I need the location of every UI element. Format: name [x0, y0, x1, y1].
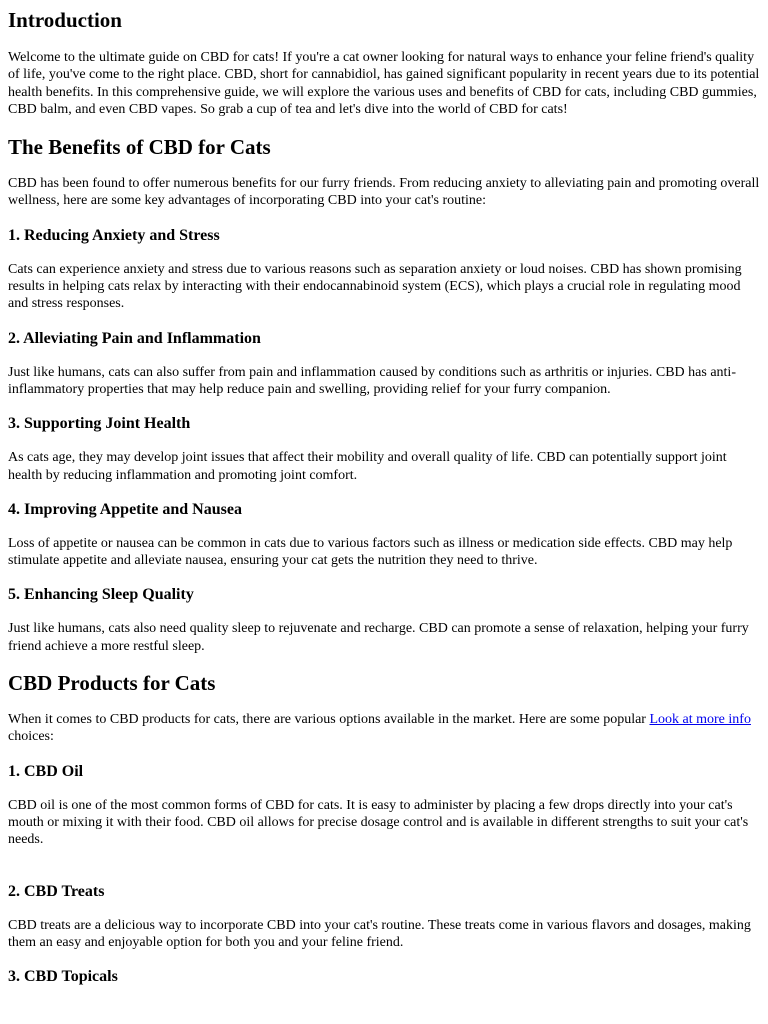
benefit-2-title: 2. Alleviating Pain and Inflammation	[8, 329, 261, 347]
benefit-2-text: Just like humans, cats can also suffer from pain and inflammation caused by conditions such as arthritis or injuries. CBD has anti-inflammatory properties that may help reduce pain and swelling, providing relief for your furry companion.	[8, 364, 736, 397]
benefit-3-text: As cats age, they may develop joint issues that affect their mobility and overall quality of life. CBD can potentially support joint health by reducing inflammation and promoting joint comfort.	[8, 450, 727, 483]
benefit-3-title: 3. Supporting Joint Health	[8, 415, 191, 433]
benefit-5-title: 5. Enhancing Sleep Quality	[8, 586, 194, 604]
products-heading: CBD Products for Cats	[8, 671, 216, 696]
product-topicals-title: 3. CBD Topicals	[8, 968, 118, 986]
product-oil-title: 1. CBD Oil	[8, 762, 84, 780]
products-paragraph	[8, 711, 761, 746]
benefits-paragraph: CBD has been found to offer numerous benefits for our furry friends. From reducing anxiety to alleviating pain and promoting overall wellness, here are some key advantages of incorporating CBD into your cat's routine:	[8, 176, 760, 209]
benefits-heading: The Benefits of CBD for Cats	[8, 135, 271, 160]
products-paragraph-start: When it comes to CBD products for cats, there are various options available in the market. Here are some popular	[8, 712, 650, 728]
products-paragraph-end: choices:	[8, 729, 54, 745]
benefit-4-title: 4. Improving Appetite and Nausea	[8, 500, 242, 518]
benefit-5-text: Just like humans, cats also need quality sleep to rejuvenate and recharge. CBD can promote a sense of relaxation, helping your furry friend achieve a more restful sleep.	[8, 621, 749, 654]
product-oil-text: CBD oil is one of the most common forms of CBD for cats. It is easy to administer by placing a few drops directly into your cat's mouth or mixing it with their food. CBD oil allows for precise dosage control and is available in different strengths to suit your cat's needs.	[8, 797, 749, 848]
benefit-4-text: Loss of appetite or nausea can be common in cats due to various factors such as illness or medication side effects. CBD may help stimulate appetite and alleviate nausea, ensuring your cat gets the nutrition they need to thrive.	[8, 535, 733, 569]
benefit-1-text: Cats can experience anxiety and stress due to various reasons such as separation anxiety or loud noises. CBD has shown promising results in helping cats relax by interacting with their endocannabinoid system (ECS), which plays a crucial role in regulating mood and stress responses.	[8, 261, 742, 312]
product-treats-text: CBD treats are a delicious way to incorporate CBD into your cat's routine. These treats come in various flavors and dosages, making them an easy and enjoyable option for both you and your feline friend.	[8, 917, 751, 950]
intro-heading: Introduction	[8, 8, 122, 32]
intro-paragraph: Welcome to the ultimate guide on CBD for cats! If you're a cat owner looking for natural ways to enhance your feline friend's quality of life, you've come to the right place. CBD, short for cannabidiol, has gained significant popularity in recent years due to its potential health benefits. In this comprehensive guide, we will explore the various uses and benefits of CBD for cats, including CBD gummies, CBD balm, and even CBD vapes. So grab a cup of tea and let's dive into the world of CBD for cats!	[8, 50, 760, 117]
benefit-1-title: 1. Reducing Anxiety and Stress	[8, 226, 220, 244]
look-at-more-info-link[interactable]: Look at more info	[649, 712, 751, 728]
product-treats-title: 2. CBD Treats	[8, 882, 105, 900]
